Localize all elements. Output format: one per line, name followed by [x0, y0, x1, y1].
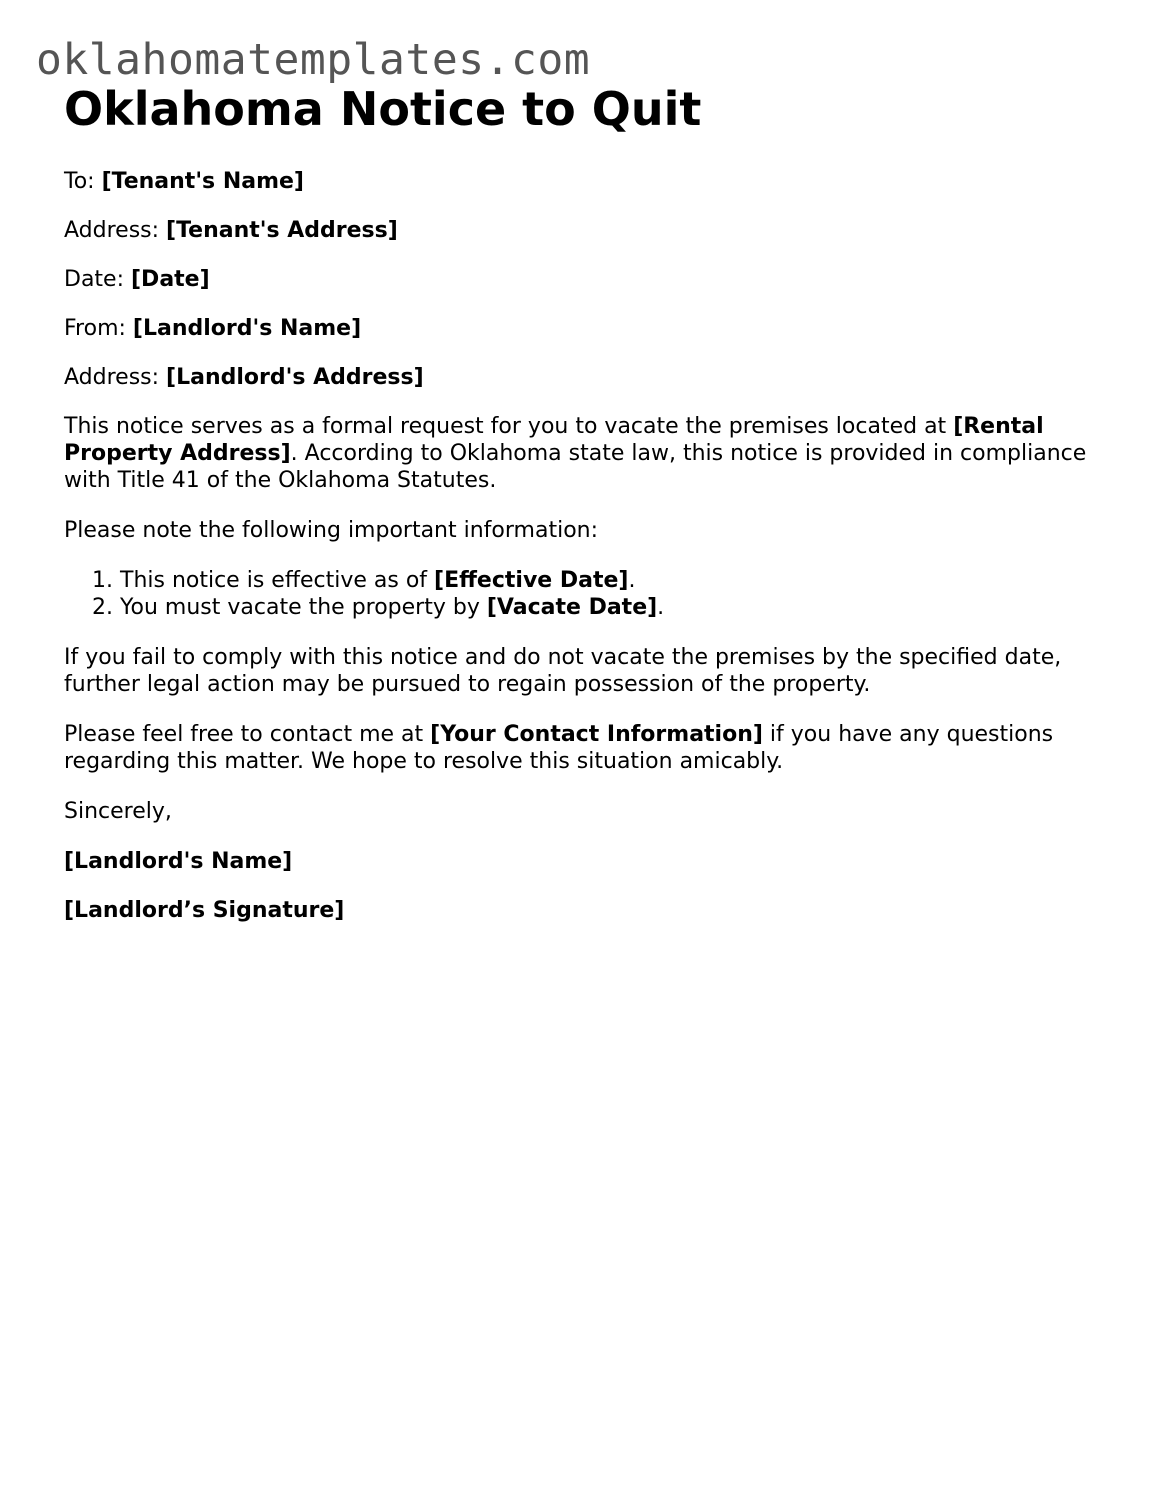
consequence-paragraph: If you fail to comply with this notice and do not vacate the premises by the specified date, further legal action may be pursued to regain possession of the property. [64, 645, 1062, 697]
tenant-address-value: [Tenant's Address] [166, 218, 398, 243]
site-watermark: oklahomatemplates.com [36, 35, 591, 85]
list-item-punct: . [628, 568, 636, 593]
contact-info: [Your Contact Information] [430, 722, 763, 747]
landlord-address-label: Address: [64, 365, 167, 390]
signature-name-value: [Landlord's Name] [64, 849, 293, 874]
list-item [120, 594, 1104, 621]
list-item-text: This notice is effective as of [120, 568, 435, 593]
signature-name [64, 848, 1104, 875]
to-field [64, 168, 1104, 195]
contact-paragraph [64, 721, 1104, 775]
info-intro: Please note the following important information: [64, 518, 599, 543]
closing: Sincerely, [64, 799, 172, 824]
list-item-text: You must vacate the property by [120, 595, 487, 620]
date-field [64, 266, 1104, 293]
landlord-address-field [64, 364, 1104, 391]
tenant-address-label: Address: [64, 218, 167, 243]
from-label: From: [64, 316, 133, 341]
date-value: [Date] [131, 267, 210, 292]
vacate-date: [Vacate Date] [486, 595, 658, 620]
signature-value: [Landlord’s Signature] [64, 898, 345, 923]
page-title: Oklahoma Notice to Quit [64, 82, 702, 136]
rental-address: [Rental Property Address] [64, 414, 1044, 466]
signature-line [64, 897, 1104, 924]
notice-text-before: This notice serves as a formal request for you to vacate the premises located at [64, 414, 954, 439]
to-label: To: [64, 169, 102, 194]
document-page [64, 84, 1104, 946]
tenant-address-field [64, 217, 1104, 244]
list-item [120, 567, 1104, 594]
info-list [64, 567, 1104, 621]
date-label: Date: [64, 267, 131, 292]
notice-text-after: . According to Oklahoma state law, this notice is provided in compliance with Title 41 of the Oklahoma Statutes. [64, 441, 1087, 493]
list-item-punct: . [657, 595, 665, 620]
to-value: [Tenant's Name] [101, 169, 304, 194]
landlord-address-value: [Landlord's Address] [166, 365, 424, 390]
effective-date: [Effective Date] [434, 568, 629, 593]
from-value: [Landlord's Name] [132, 316, 362, 341]
from-field [64, 315, 1104, 342]
contact-text-after: if you have any questions regarding this matter. We hope to resolve this situation amicably. [64, 722, 1054, 774]
notice-paragraph [64, 413, 1104, 494]
contact-text-before: Please feel free to contact me at [64, 722, 431, 747]
